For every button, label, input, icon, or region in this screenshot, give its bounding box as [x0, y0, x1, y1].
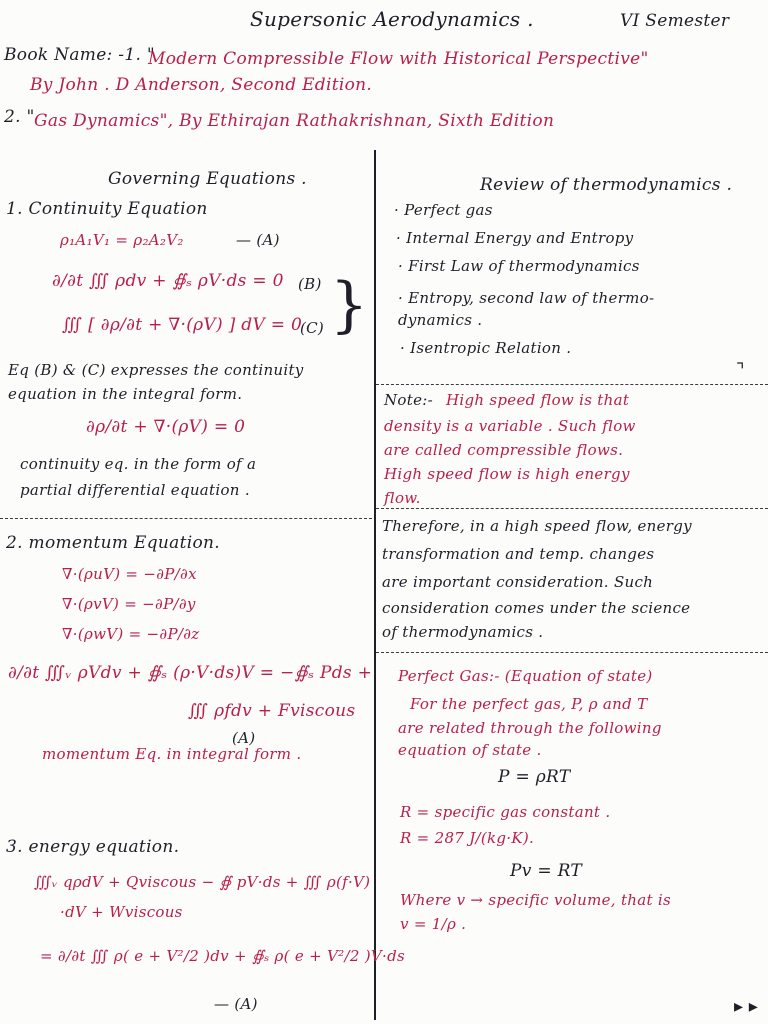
therefore-separator: [376, 508, 768, 509]
note-label: Note:-: [384, 391, 433, 409]
momentum-integral-tag: (A): [232, 729, 256, 747]
thermo-item-4: · Entropy, second law of thermo-: [398, 289, 655, 307]
continuity-eq-b: ∂/∂t ∭ ρdv + ∯ₛ ρV·ds = 0: [52, 271, 284, 291]
therefore-line3: are important consideration. Such: [382, 573, 654, 591]
gas-constant-value: R = 287 J/(kg·K).: [400, 829, 535, 847]
perfect-gas-line3: equation of state .: [398, 741, 542, 759]
energy-tag: — (A): [214, 995, 258, 1013]
note-line3: are called compressible flows.: [384, 441, 624, 459]
energy-line3: = ∂/∂t ∭ ρ( e + V²/2 )dv + ∯ₛ ρ( e + V²/2 )V·ds: [40, 947, 406, 965]
page-title: Supersonic Aerodynamics .: [250, 7, 534, 31]
corner-mark: ▸ ▸: [734, 996, 758, 1017]
momentum-z: ∇·(ρwV) = −∂P/∂z: [62, 625, 200, 643]
margin-mark: ⌝: [736, 360, 745, 381]
equation-of-state: P = ρRT: [498, 767, 571, 787]
thermo-item-4-cont: dynamics .: [398, 311, 483, 329]
book2-title: Gas Dynamics", By Ethirajan Rathakrishnan, Sixth Edition: [34, 111, 555, 131]
momentum-integral-1: ∂/∂t ∭ᵥ ρVdv + ∯ₛ (ρ·V·ds)V = −∯ₛ Pds +: [8, 663, 373, 683]
equation-brace: }: [330, 270, 369, 340]
note-separator: [376, 384, 768, 385]
integral-form-line1: Eq (B) & (C) expresses the continuity: [8, 361, 304, 379]
momentum-x: ∇·(ρuV) = −∂P/∂x: [62, 565, 197, 583]
note-line4: High speed flow is high energy: [384, 465, 630, 483]
momentum-integral-2: ∭ ρfdv + Fviscous: [188, 701, 356, 721]
thermo-review-heading: Review of thermodynamics .: [480, 175, 733, 195]
specific-volume-eq: Pv = RT: [510, 861, 583, 881]
continuity-heading: 1. Continuity Equation: [6, 199, 208, 219]
therefore-line1: Therefore, in a high speed flow, energy: [382, 517, 692, 535]
perfect-gas-heading: Perfect Gas:- (Equation of state): [398, 667, 653, 685]
momentum-integral-caption: momentum Eq. in integral form .: [42, 745, 302, 763]
note-line2: density is a variable . Such flow: [384, 417, 636, 435]
energy-heading: 3. energy equation.: [6, 837, 180, 857]
thermo-item-2: · Internal Energy and Entropy: [396, 229, 634, 247]
perfect-gas-separator: [376, 652, 768, 653]
book1-author: By John . D Anderson, Second Edition.: [30, 75, 373, 95]
thermo-item-3: · First Law of thermodynamics: [398, 257, 640, 275]
gas-constant-def: R = specific gas constant .: [400, 803, 611, 821]
pde-caption-line1: continuity eq. in the form of a: [20, 455, 257, 473]
specific-volume-value: v = 1/ρ .: [400, 915, 467, 933]
specific-volume-def: Where v → specific volume, that is: [400, 891, 671, 909]
continuity-eq-a-tag: — (A): [236, 231, 280, 249]
semester-label: VI Semester: [620, 11, 730, 31]
continuity-pde: ∂ρ/∂t + ∇·(ρV) = 0: [86, 417, 246, 437]
book2-prefix: 2. ": [4, 107, 35, 127]
note-line1: High speed flow is that: [446, 391, 630, 409]
continuity-eq-b-tag: (B): [298, 275, 322, 293]
momentum-heading: 2. momentum Equation.: [6, 533, 220, 553]
governing-equations-heading: Governing Equations .: [108, 169, 307, 189]
therefore-line4: consideration comes under the science: [382, 599, 691, 617]
energy-line2: ·dV + Wviscous: [60, 903, 183, 921]
pde-caption-line2: partial differential equation .: [20, 481, 250, 499]
book1-prefix: Book Name: -1. ": [4, 45, 155, 65]
column-divider: [374, 150, 376, 1020]
section-separator: [0, 518, 372, 519]
thermo-item-5: · Isentropic Relation .: [400, 339, 572, 357]
momentum-y: ∇·(ρvV) = −∂P/∂y: [62, 595, 196, 613]
perfect-gas-line1: For the perfect gas, P, ρ and T: [410, 695, 648, 713]
therefore-line5: of thermodynamics .: [382, 623, 544, 641]
therefore-line2: transformation and temp. changes: [382, 545, 655, 563]
book1-title: Modern Compressible Flow with Historical Perspective": [148, 49, 649, 69]
continuity-eq-c-tag: (C): [300, 319, 325, 337]
energy-line1: ∭ᵥ qρdV + Qviscous − ∯ pV·ds + ∭ ρ(f·V): [34, 873, 371, 891]
continuity-eq-c: ∭ [ ∂ρ/∂t + ∇·(ρV) ] dV = 0: [62, 315, 303, 335]
note-line5: flow.: [384, 489, 421, 507]
continuity-eq-a: ρ₁A₁V₁ = ρ₂A₂V₂: [60, 231, 184, 249]
thermo-item-1: · Perfect gas: [394, 201, 493, 219]
integral-form-line2: equation in the integral form.: [8, 385, 243, 403]
perfect-gas-line2: are related through the following: [398, 719, 662, 737]
